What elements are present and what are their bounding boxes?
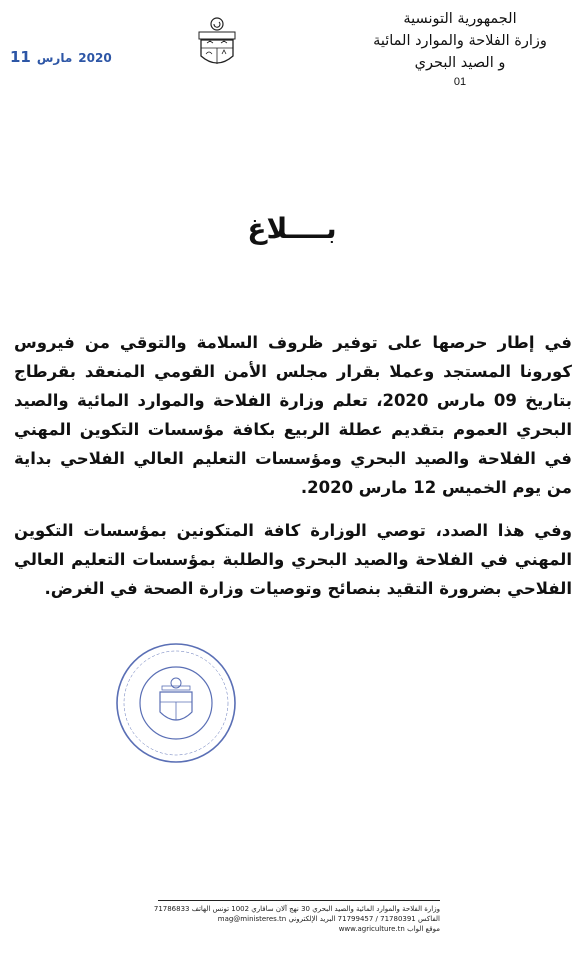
footer-website: موقع الواب www.agriculture.tn bbox=[338, 925, 440, 933]
letterhead bbox=[350, 8, 570, 90]
stamp-month: مارس bbox=[36, 51, 73, 65]
letterhead-ministry-2: و الصيد البحري bbox=[414, 55, 506, 71]
received-date-stamp bbox=[10, 48, 112, 66]
letterhead-footer bbox=[153, 900, 440, 934]
stamp-year: 2020 bbox=[78, 51, 112, 65]
letterhead-ministry: وزارة الفلاحة والموارد المائية bbox=[373, 33, 547, 49]
paragraph-2: وفي هذا الصدد، توصي الوزارة كافة المتكونين بمؤسسات التكوين المهني في الفلاحة والصيد البحري والطلبة بمؤسسات التعليم العالي الفلاحي بضرورة التقيد بنصائح وتوصيات وزارة الصحة في الغرض. bbox=[14, 521, 572, 598]
tunisia-coat-of-arms-icon bbox=[193, 16, 241, 72]
paragraph-1: في إطار حرصها على توفير ظروف السلامة والتوقي من فيروس كورونا المستجد وعملا بقرار مجلس الأمن القومي المنعقد بقرطاج بتاريخ 09 مارس 2020، تعلم وزارة الفلاحة والموارد المائية والصيد البحري العموم بتقديم عطلة الربيع بكافة مؤسسات التكوين المهني في الفلاحة والصيد البحري ومؤسسات التعليم العالي الفلاحي بداية من يوم الخميس 12 مارس 2020. bbox=[14, 333, 572, 497]
ministry-seal-icon bbox=[112, 640, 240, 766]
footer-address: وزارة الفلاحة والموارد المائية والصيد البحري 30 نهج آلان سافاري 1002 تونس الهاتف 71786833 bbox=[153, 905, 440, 913]
footer-contact: الفاكس 71780391 / 71799457 البريد الإلكتروني mag@ministeres.tn bbox=[217, 915, 440, 923]
stamp-day: 11 bbox=[10, 48, 31, 66]
page-title: بــــلاغ bbox=[247, 212, 337, 245]
letterhead-country: الجمهورية التونسية bbox=[403, 11, 517, 27]
document-body bbox=[14, 328, 572, 617]
document-number: 01 bbox=[453, 76, 467, 88]
